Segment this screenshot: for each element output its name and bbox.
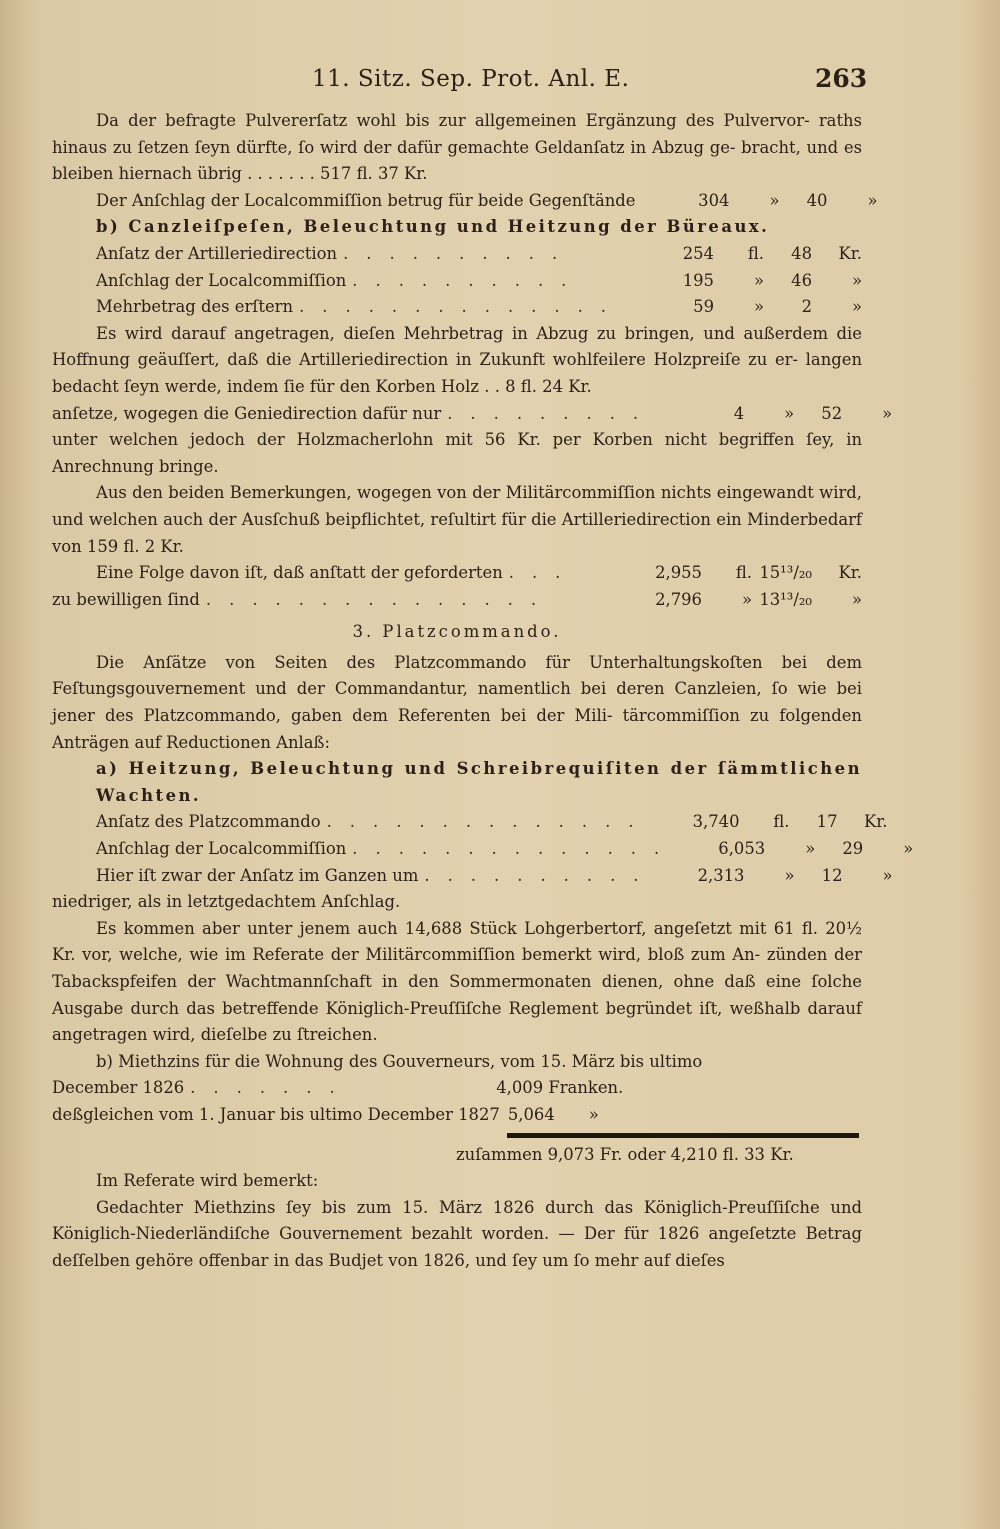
page-body	[52, 108, 914, 1275]
granted-line: Eine Folge davon iſt, daß anſtatt der geforderten ... 2,955 fl. 15¹³/₂₀ Kr.	[96, 563, 862, 583]
table-row: Mehrbetrag des erſtern .............. 59 » 2 »	[96, 297, 862, 317]
rent-total: zuſammen 9,073 Fr. oder 4,210 fl. 33 Kr.	[456, 1144, 794, 1164]
paragraph-referat: Gedachter Miethzins ſey bis zum 15. März 1826 durch das Königlich-Preuſſiſche und Königlich-Niederländiſche Gouvernement bezahlt worden. — Der für 1826 angeſetzte Betrag deſſelben gehöre offenbar in das Budjet von 1826, und ſey um ſo mehr auf dieſes	[52, 1197, 862, 1270]
paragraph-wood-end: unter welchen jedoch der Holzmacherlohn mit 56 Kr. per Korben nicht begriffen ſey, in Anrechnung bringe.	[52, 430, 862, 476]
section-a-heading: a) Heitzung, Beleuchtung und Schreibrequiſiten der ſämmtlichen Wachten.	[96, 759, 862, 805]
value-florin: 517	[320, 164, 352, 184]
table-row: Anſchlag der Localcommiſſion .............. 6,053 » 29 »	[96, 839, 914, 859]
value-florin: 304	[698, 190, 730, 210]
value-kreuzer: 37	[377, 164, 399, 184]
table-row: Anſatz der Artilleriedirection .......... 254 fl. 48 Kr.	[96, 243, 862, 263]
page-number: 263	[815, 64, 868, 93]
leader-dots: . . . . . . .	[247, 164, 321, 184]
section-b-heading: b) Canzleiſpeſen, Beleuchtung und Heitzung der Büreaux.	[96, 217, 770, 237]
table-row: Hier iſt zwar der Anſatz im Ganzen um .......... 2,313 » 12 »	[96, 865, 893, 885]
granted-line: zu bewilligen ſind ............... 2,796 » 13¹³/₂₀ »	[52, 589, 862, 609]
wood-price-line: anſetze, wogegen die Geniedirection dafür nur ......... 4 » 52 »	[52, 403, 893, 423]
paragraph-platzcommando: Die Anſätze von Seiten des Platzcommando für Unterhaltungskoſten bei dem Feſtungsgouvernement und der Commandantur, namentlich bei deren Canzleien, ſo wie bei jener des Platzcommando, gaben dem Referenten bei der Mili- tärcommiſſion zu folgenden Anträgen auf Reductionen Anlaß:	[52, 652, 862, 752]
rent-line: December 1826 ....... 4,009 Franken.	[52, 1078, 624, 1098]
paragraph-wood: Es wird darauf angetragen, dieſen Mehrbetrag in Abzug zu bringen, und außerdem die Hoffnung geäuſſert, daß die Artilleriedirection in Zukunft wohlfeilere Holzpreiſe zu er- langen bedacht ſeyn werde, indem ſie für den Korben Holz . . 8 fl. 24 Kr.	[52, 323, 862, 396]
paragraph-referat-head: Im Referate wird bemerkt:	[96, 1171, 319, 1191]
value-kreuzer: 40	[806, 190, 828, 210]
page-header	[0, 62, 1000, 102]
local-commission-line: Der Anſchlag der Localcommiſſion betrug für beide Gegenſtände 304 » 40 »	[52, 188, 862, 215]
table-row: Anſchlag der Localcommiſſion .......... 195 » 46 »	[96, 270, 862, 290]
paragraph-powder: Da der befragte Pulvererſatz wohl bis zur allgemeinen Ergänzung des Pulvervor- raths hinaus zu ſetzen ſeyn dürfte, ſo wird der dafür gemachte Geldanſatz in Abzug ge- bracht, und es bleiben hiernach übrig . . . . . . . 517 fl. 37 Kr.	[52, 111, 862, 184]
running-head: 11. Sitz. Sep. Prot. Anl. E.	[312, 66, 630, 92]
sum-rule	[507, 1133, 859, 1138]
table-row: Anſatz des Platzcommando .............. 3,740 fl. 17 Kr.	[96, 812, 888, 832]
section-a-after: niedriger, als in letztgedachtem Anſchlag.	[52, 892, 401, 912]
paragraph-torf: Es kommen aber unter jenem auch 14,688 Stück Lohgerbertorf, angeſetzt mit 61 fl. 20½ Kr. vor, welche, wie im Referate der Militärcommiſſion bemerkt wird, bloß zum An- zünden der Tabackspfeifen der Wachtmannſchaft in den Sommermonaten dienen, ohne daß eine ſolche Ausgabe durch das betreffende Königlich-Preuſſiſche Reglement begründet iſt, weßhalb darauf angetragen wird, dieſelbe zu ſtreichen.	[52, 918, 862, 1045]
paragraph-minderbedarf: Aus den beiden Bemerkungen, wogegen von der Militärcommiſſion nichts eingewandt wird, und welchen auch der Ausſchuß beipflichtet, reſultirt für die Artilleriedirection ein Minderbedarf von 159 fl. 2 Kr.	[52, 483, 862, 556]
rent-line: deßgleichen vom 1. Januar bis ultimo December 1827 5,064 »	[52, 1104, 599, 1124]
section-b2-heading: b) Miethzins für die Wohnung des Gouverneurs, vom 15. März bis ultimo	[96, 1051, 703, 1071]
section-title: 3. Platzcommando.	[352, 622, 562, 642]
